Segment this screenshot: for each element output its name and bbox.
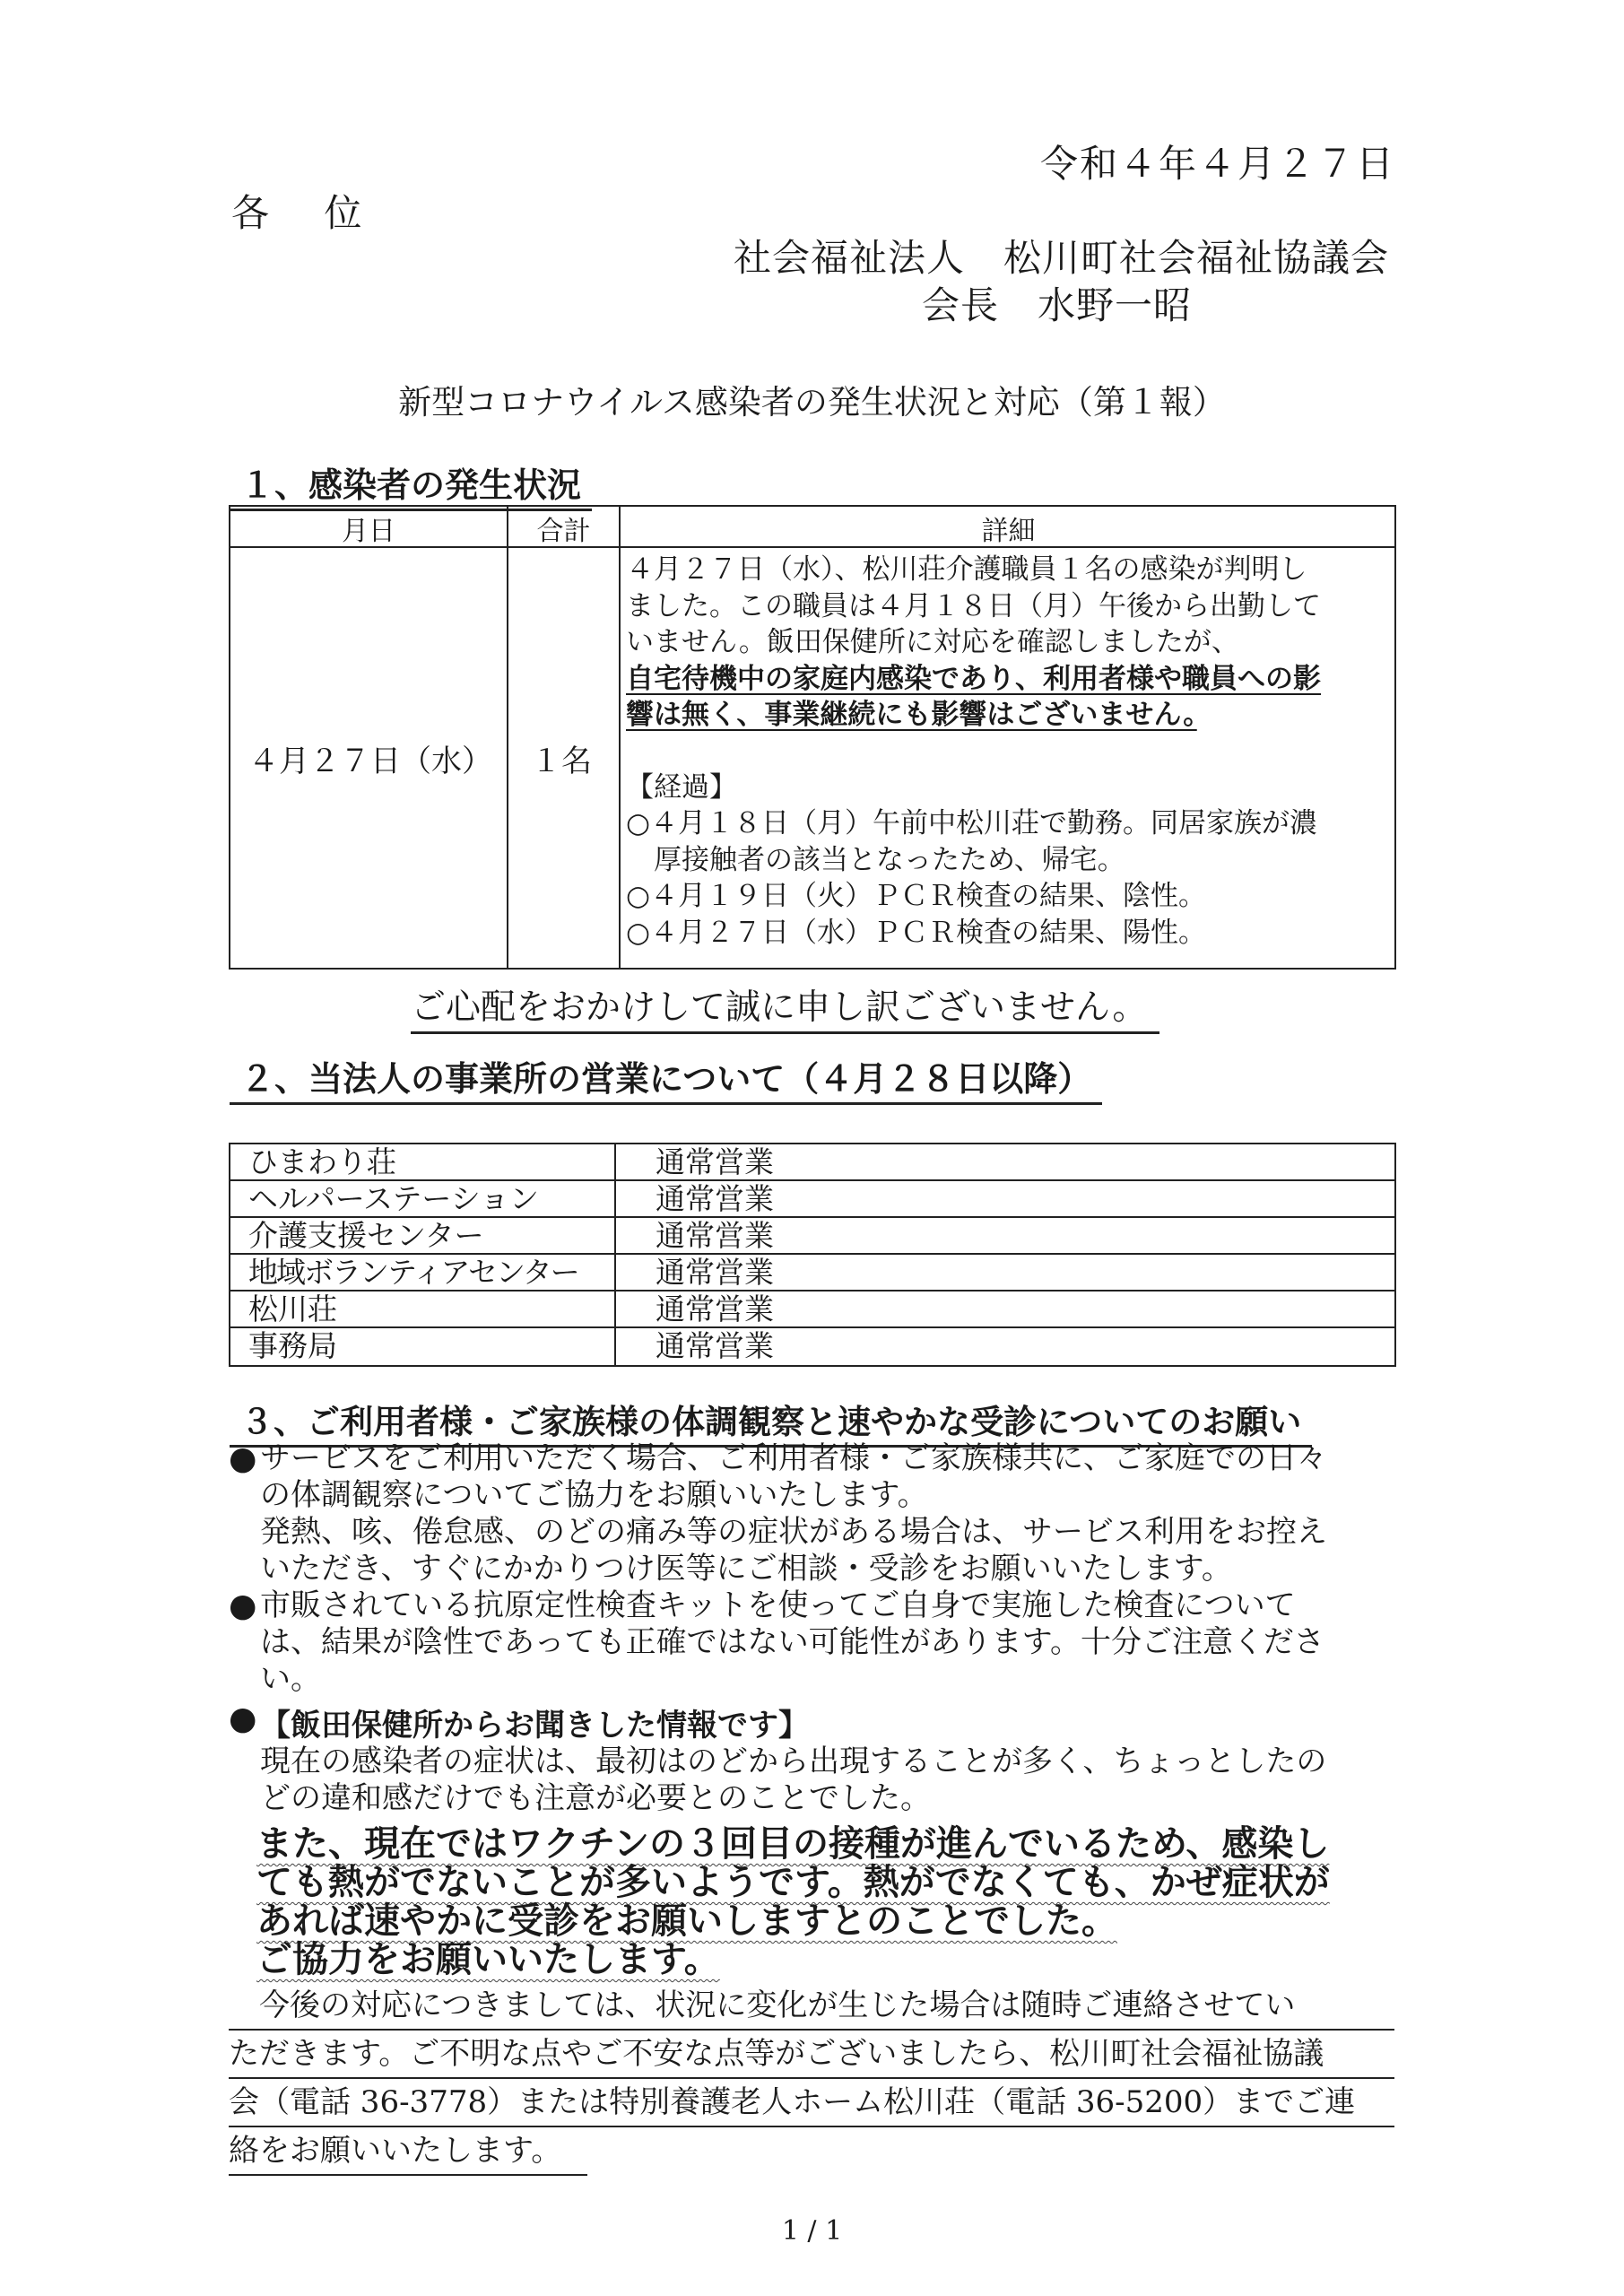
table-row [230, 1292, 1394, 1328]
document-date: 令和４年４月２７日 [1039, 142, 1395, 186]
addressee: 各 位 [231, 191, 384, 235]
table-cell-total: １名 [531, 744, 592, 779]
office-name: ひまわり荘 [230, 1144, 616, 1179]
office-status: 通常営業 [656, 1218, 774, 1253]
table-cell-date: ４月２７日（水） [248, 744, 492, 779]
table-header-date: 月日 [342, 516, 395, 547]
page-number: 1 / 1 [781, 2215, 843, 2247]
office-name: 松川荘 [230, 1292, 616, 1326]
detail-line: ４月２７日（水）、松川荘介護職員１名の感染が判明し [626, 553, 1307, 586]
table-row [230, 1255, 1394, 1292]
progress-label: 【経過】 [626, 770, 737, 804]
progress-line: 厚接触者の該当となったため、帰宅。 [626, 843, 1125, 876]
section3-heading: ３、ご利用者様・ご家族様の体調観察と速やかな受診についてのお願い [240, 1395, 1312, 1443]
office-name: 地域ボランティアセンター [230, 1255, 616, 1290]
table-row [230, 1144, 1394, 1181]
office-status: 通常営業 [656, 1292, 774, 1326]
office-status-table [229, 1143, 1396, 1367]
office-name: 事務局 [230, 1328, 616, 1365]
organization-name: 社会福祉法人 松川町社会福祉協議会 [733, 236, 1389, 280]
bullet-icon: ● [229, 1440, 257, 1477]
office-status: 通常営業 [656, 1328, 774, 1363]
office-name: 介護支援センター [230, 1218, 616, 1253]
bullet-icon: ● [229, 1700, 257, 1737]
document-title: 新型コロナウイルス感染者の発生状況と対応（第１報） [398, 383, 1226, 422]
progress-line: ○４月１８日（月）午前中松川荘で勤務。同居家族が濃 [626, 807, 1318, 839]
table-header-detail: 詳細 [981, 516, 1036, 547]
bullet2-text: 市販されている抗原定性検査キットを使ってご自身で実施した検査について は、結果が陰性であっても正確ではない可能性があります。十分ご注意くださ い。 [260, 1587, 1324, 1697]
office-status: 通常営業 [656, 1255, 774, 1290]
detail-line: いません。飯田保健所に対応を確認しましたが、 [626, 626, 1239, 658]
table-row [230, 1218, 1394, 1255]
office-name: ヘルパーステーション [230, 1181, 616, 1216]
table-row [230, 1328, 1394, 1365]
bullet3-text: 現在の感染者の症状は、最初はのどから出現することが多く、ちょっとしたの どの違和感だけでも注意が必要とのことでした。 [260, 1744, 1327, 1816]
president-name: 会長 水野一昭 [922, 283, 1193, 327]
section2-heading: ２、当法人の事業所の営業について（４月２８日以降） [240, 1051, 1102, 1100]
detail-emphasis-line: 自宅待機中の家庭内感染であり、利用者様や職員への影 [626, 662, 1321, 695]
bullet1-text: サービスをご利用いただく場合、ご利用者様・ご家族様共に、ご家庭での日々 の体調観察についてご協力をお願いいたします。 発熱、咳、倦怠感、のどの痛み等の症状がある場合は、サービス利用をお控え いただき、すぐにかかりつけ医等にご相談・受診をお願いいたします。 [260, 1440, 1327, 1587]
table-header-total: 合計 [536, 516, 591, 547]
detail-line: ました。この職員は４月１８日（月）午後から出勤して [626, 589, 1321, 622]
warning-text: また、現在ではワクチンの３回目の接種が進んでいるため、感染し ても熱がでないことが多いようです。熱がでなくても、かぜ症状が あれば速やかに受診をお願いしますとのことでした。 ご協力をお願いいたします。 [256, 1823, 1330, 1980]
apology-text: ご心配をおかけして誠に申し訳ございません。 [411, 979, 1159, 1034]
detail-emphasis-line: 響は無く、事業継続にも影響はございません。 [626, 699, 1197, 731]
section1-heading: １、感染者の発生状況 [240, 457, 592, 507]
closing-paragraph: 今後の対応につきましては、状況に変化が生じた場合は随時ご連絡させてい ただきます。ご不明な点やご不安な点等がございましたら、松川町社会福祉協議 会（電話 36-3778）または特別養護老人ホーム松川荘（電話 36-5200）までご連 絡をお願いいたします。 [229, 1982, 1394, 2176]
bullet3-heading: 【飯田保健所からお聞きした情報です】 [260, 1708, 809, 1744]
progress-line: ○４月２７日（水）ＰＣＲ検査の結果、陽性。 [626, 916, 1207, 949]
table-cell-detail [626, 552, 1388, 951]
office-status: 通常営業 [656, 1181, 774, 1216]
bullet-icon: ● [229, 1587, 257, 1624]
office-status: 通常営業 [656, 1144, 774, 1179]
table-row [230, 1181, 1394, 1218]
progress-line: ○４月１９日（火）ＰＣＲ検査の結果、陰性。 [626, 880, 1207, 912]
infection-status-table [229, 505, 1396, 970]
